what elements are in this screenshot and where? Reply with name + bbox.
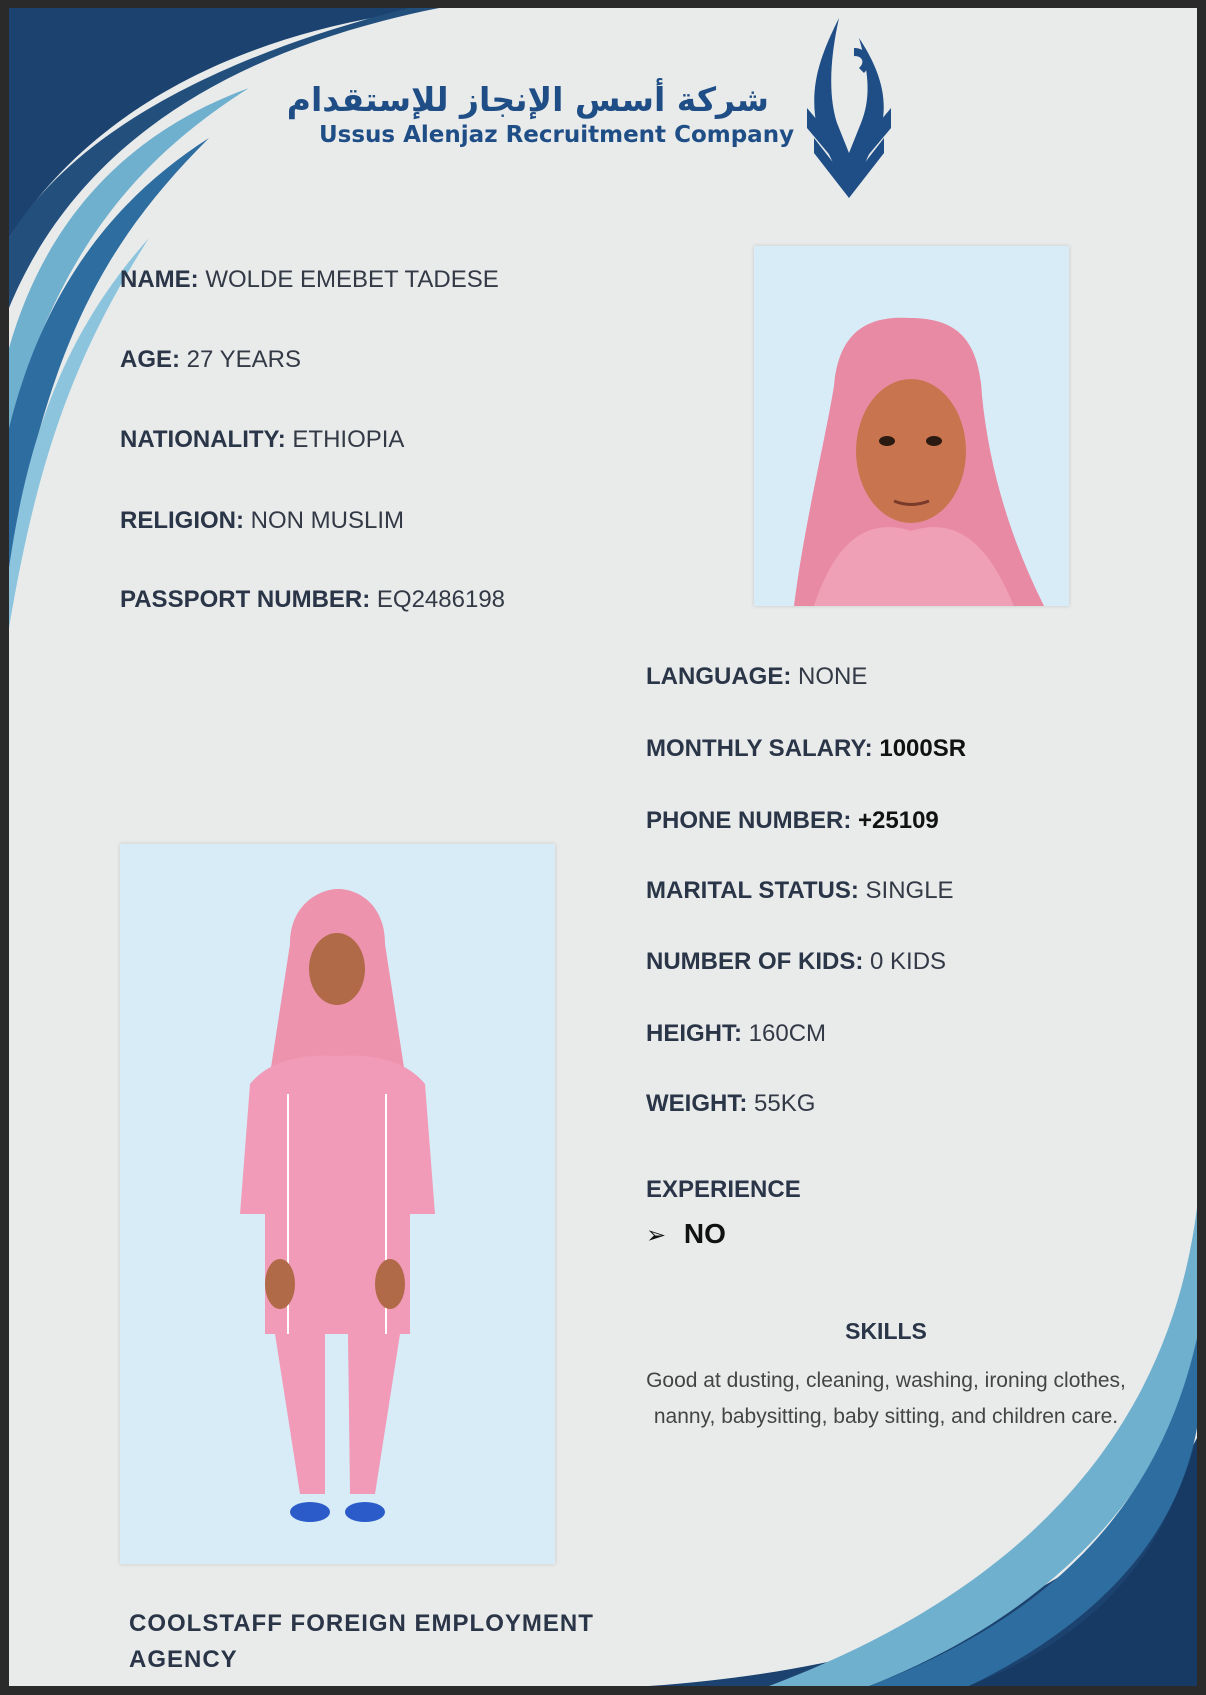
field-kids [646,948,946,976]
experience-value [646,1218,726,1250]
phone-label: PHONE NUMBER: [646,807,852,834]
field-salary [646,735,966,763]
nationality-label: NATIONALITY: [120,426,286,453]
language-label: LANGUAGE: [646,663,792,690]
portrait-photo [754,246,1069,606]
experience-answer: NO [683,1218,726,1249]
field-height [646,1020,826,1048]
weight-value: 55KG [754,1090,816,1117]
passport-value: EQ2486198 [376,586,506,613]
field-religion [120,507,404,535]
cv-page [9,8,1197,1686]
skills-text: Good at dusting, cleaning, washing, ironing clothes, nanny, babysitting, baby sitting, and children care. [646,1369,1126,1428]
field-name [120,266,499,294]
weight-label: WEIGHT: [646,1090,748,1117]
language-value: NONE [798,663,868,690]
arrow-bullet-icon: ➢ [646,1221,667,1249]
salary-value: 1000SR [879,735,967,762]
portrait-figure [754,246,1069,606]
phone-value: +25109 [858,807,939,834]
skills-heading: SKILLS [845,1318,927,1344]
name-value: WOLDE EMEBET TADESE [205,266,499,293]
field-age [120,346,301,374]
religion-label: RELIGION: [120,507,244,534]
nationality-value: ETHIOPIA [292,426,405,453]
full-body-figure [120,844,555,1564]
kids-value: 0 KIDS [870,948,947,975]
field-language [646,663,867,691]
marital-value: SINGLE [865,877,954,904]
passport-label: PASSPORT NUMBER: [120,586,371,613]
height-value: 160CM [748,1020,827,1047]
field-phone [646,807,939,835]
age-label: AGE: [120,346,180,373]
field-weight [646,1090,815,1118]
company-name-english: Ussus Alenjaz Recruitment Company [319,122,795,148]
company-name-arabic: شركة أسس الإنجاز للإستقدام [286,80,769,119]
age-value: 27 YEARS [186,346,301,373]
marital-label: MARITAL STATUS: [646,877,859,904]
religion-value: NON MUSLIM [250,507,405,534]
kids-label: NUMBER OF KIDS: [646,948,864,975]
agency-name: COOLSTAFF FOREIGN EMPLOYMENT AGENCY [129,1610,594,1673]
experience-heading: EXPERIENCE [646,1176,801,1203]
field-nationality [120,426,404,454]
full-body-photo [120,844,555,1564]
height-label: HEIGHT: [646,1020,742,1047]
name-label: NAME: [120,266,199,293]
field-passport [120,586,505,614]
company-logo-icon [799,18,899,208]
salary-label: MONTHLY SALARY: [646,735,873,762]
field-marital [646,877,954,905]
